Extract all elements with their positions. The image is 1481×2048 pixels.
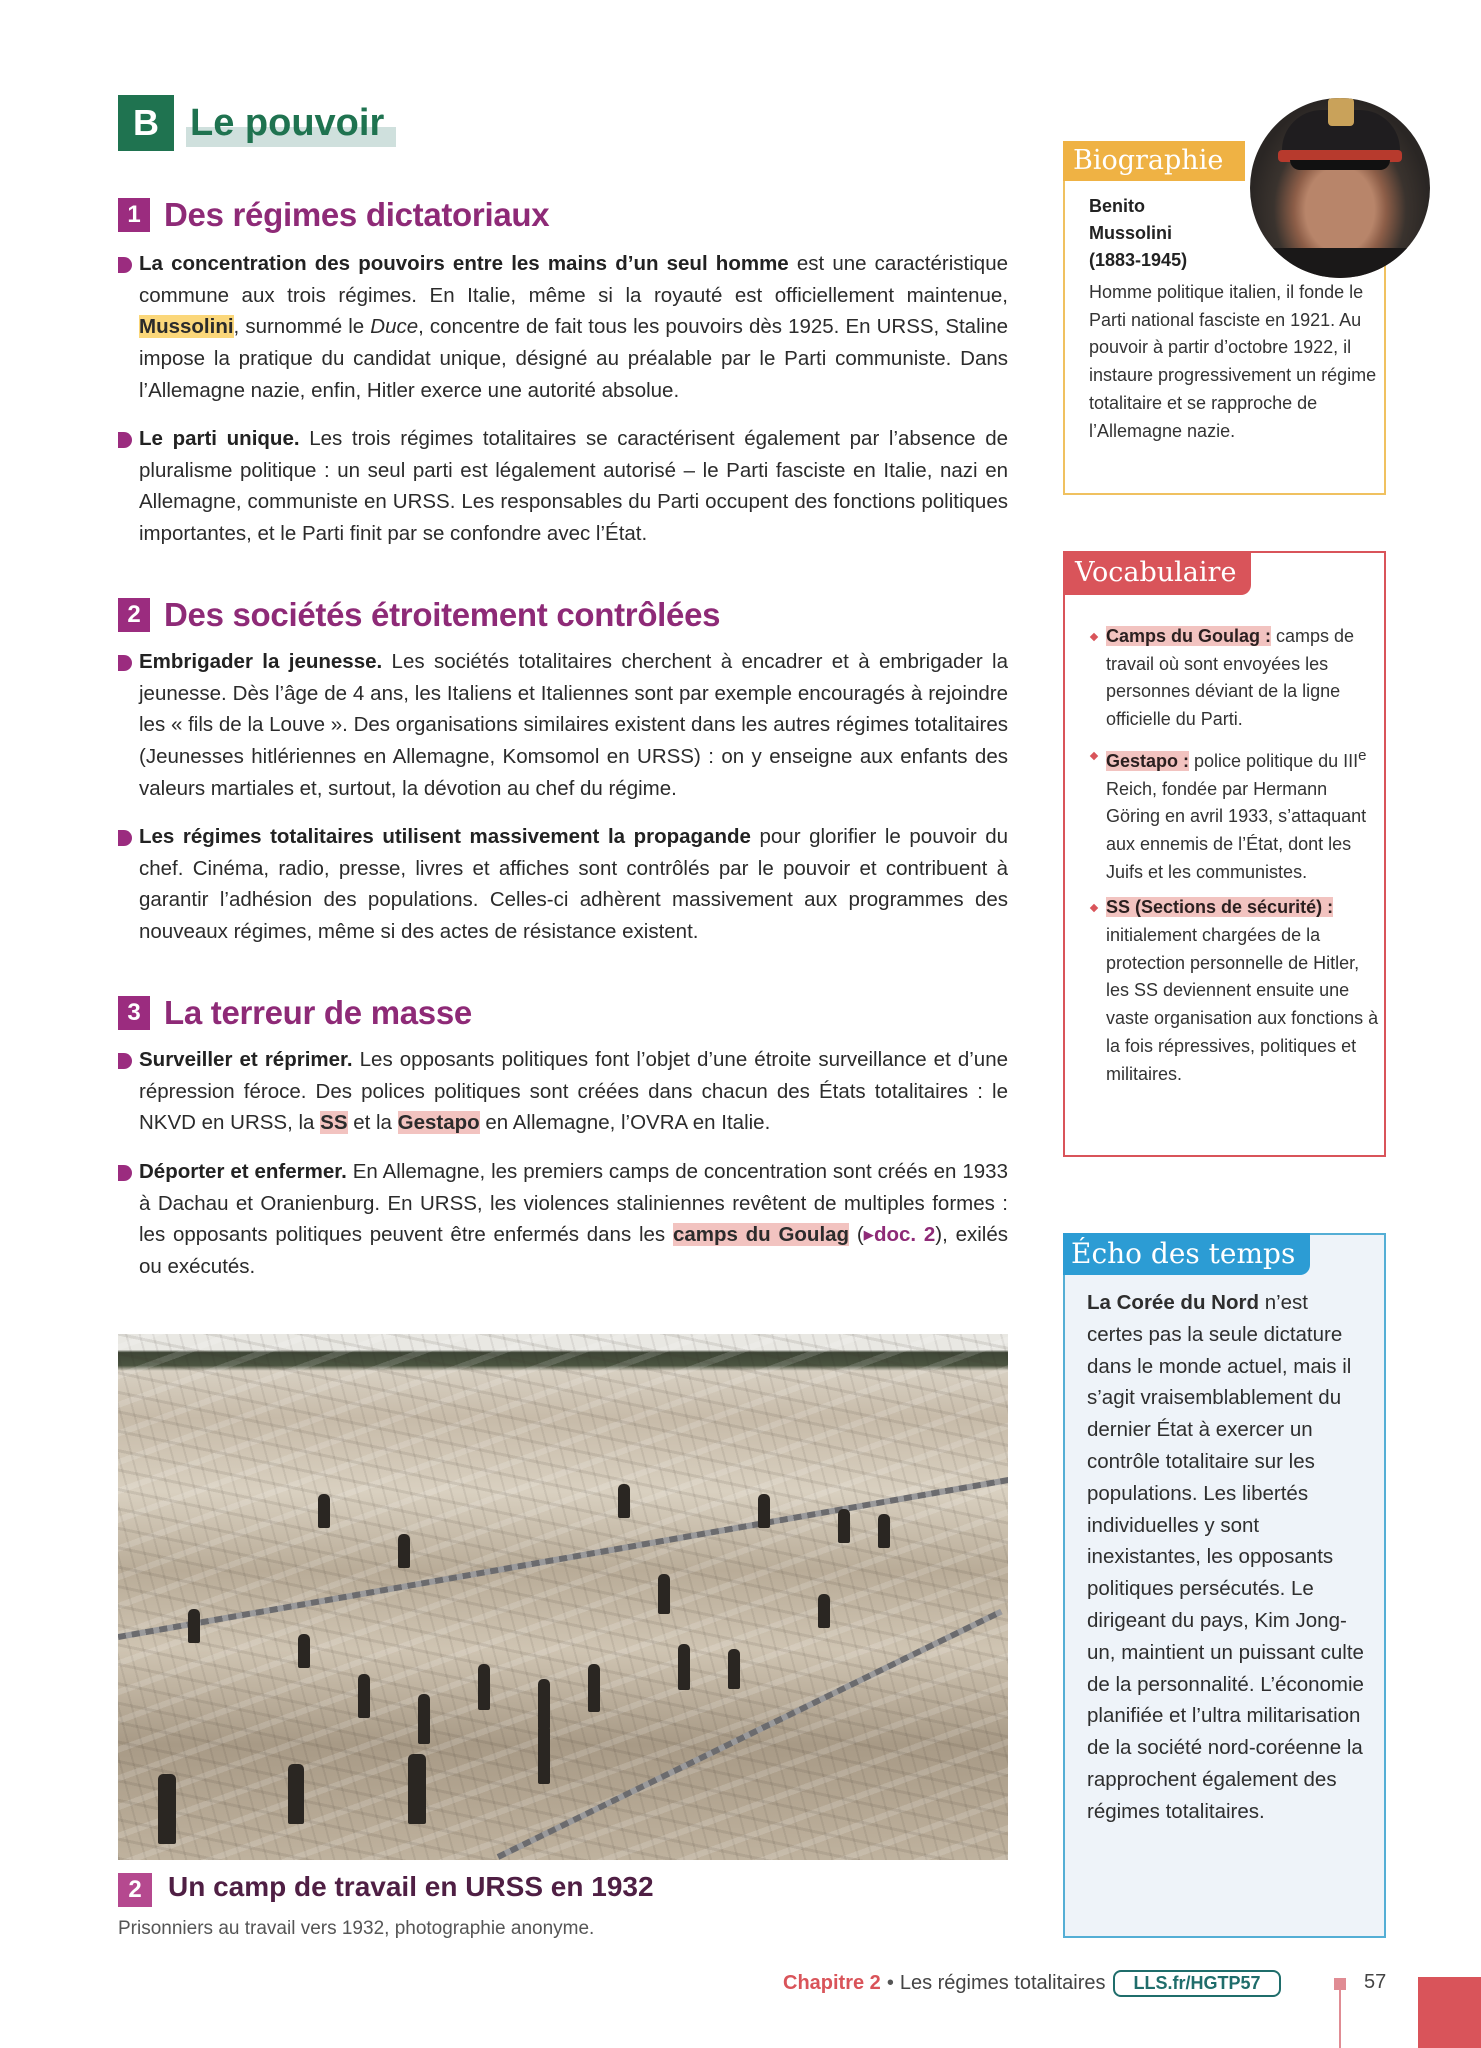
bullet-icon [118, 257, 132, 273]
vocabulary-item: Camps du Goulag : camps de travail où sont envoyées les personnes déviant de la ligne officielle du Parti. [1089, 623, 1379, 734]
document-title: Un camp de travail en URSS en 1932 [168, 1871, 654, 1902]
section-title: Le pouvoir [190, 102, 385, 144]
vocabulary-tab: Vocabulaire [1063, 551, 1251, 595]
paragraph-lead: Les régimes totalitaires utilisent massivement la propagande [139, 825, 751, 848]
highlight-camps-goulag[interactable]: camps du Goulag [672, 1223, 850, 1247]
section-header [118, 95, 384, 151]
diamond-bullet-icon [1090, 752, 1098, 760]
paragraph: Embrigader la jeunesse. Les sociétés totalitaires cherchent à encadrer et à embrigader la jeunesse. Dès l’âge de 4 ans, les Italiens et Italiennes sont par exemple encouragés à rejoindre les « fils de la Louve ». Des organisations similaires existent dans les autres régimes totalitaires (Jeunesses hitlériennes en Allemagne, Komsomol en URSS) : on y enseigne aux enfants des valeurs martiales et, surtout, la dévotion au chef du régime. [118, 646, 1008, 805]
triangle-right-icon: ▸ [863, 1223, 874, 1247]
diamond-bullet-icon [1090, 633, 1098, 641]
paragraph: La concentration des pouvoirs entre les mains d’un seul homme est une caractéristique commune aux trois régimes. En Italie, même si la royauté est officiellement maintenue, Mussolini, surnommé le Duce, concentre de fait tous les pouvoirs dès 1925. En URSS, Staline impose la pratique du candidat unique, désigné au préalable par le Parti communiste. Dans l’Allemagne nazie, enfin, Hitler exerce une autorité absolue. [118, 248, 1008, 407]
footer-chapter: Chapitre 2 [783, 1971, 881, 1994]
subsection-title: Des sociétés étroitement contrôlées [164, 596, 721, 633]
paragraph-lead: Le parti unique. [139, 427, 300, 450]
echo-box [1063, 1233, 1386, 1938]
page-marker-icon [1334, 1978, 1346, 1990]
echo-text: La Corée du Nord n’est certes pas la seule dictature dans le monde actuel, mais il s’agit vraisemblablement du dernier État à exercer un contrôle totalitaire sur les populations. Les libertés individuelles y sont inexistantes, les opposants politiques persécutés. Le dirigeant du pays, Kim Jong-un, maintient un puissant culte de la personnalité. L’économie planifiée et l’ultra militarisation de la société nord-coréenne la rapprochent également des régimes totalitaires. [1087, 1291, 1364, 1823]
subsection-number: 3 [118, 996, 150, 1030]
highlight-gestapo[interactable]: Gestapo [397, 1111, 480, 1135]
paragraph-lead: Déporter et enfermer. [139, 1160, 347, 1183]
subsection-heading-2 [118, 596, 720, 634]
bullet-icon [118, 1165, 132, 1181]
vocabulary-box [1063, 551, 1386, 1157]
vocabulary-item: SS (Sections de sécurité) : initialement chargées de la protection personnelle de Hitler, les SS deviennent ensuite une vaste organisation aux fonctions à la fois répressives, politiques et militaires. [1089, 894, 1379, 1088]
echo-tab: Écho des temps [1063, 1233, 1310, 1275]
paragraph: Le parti unique. Les trois régimes totalitaires se caractérisent également par l’absence de pluralisme politique : un seul parti est légalement autorisé – le Parti fasciste en Italie, nazi en Allemagne, communiste en URSS. Les responsables du Parti occupent des fonctions politiques importantes, et le Parti finit par se confondre avec l’État. [118, 423, 1008, 550]
vocabulary-term: Camps du Goulag : [1106, 626, 1272, 646]
highlight-mussolini[interactable]: Mussolini [139, 315, 234, 339]
subsection-number: 1 [118, 198, 150, 232]
paragraph: Les régimes totalitaires utilisent massivement la propagande pour glorifier le pouvoir du chef. Cinéma, radio, presse, livres et affiches sont contrôlés par le pouvoir et contribuent à garantir l’adhésion des populations. Celles-ci adhèrent massivement aux programmes des nouveaux régimes, même si des actes de résistance existent. [118, 821, 1008, 948]
paragraph-lead: Embrigader la jeunesse. [139, 650, 383, 673]
paragraph: Surveiller et réprimer. Les opposants politiques font l’objet d’une étroite surveillance et d’une répression féroce. Des polices politiques sont créées dans chacun des États totalitaires : le NKVD en URSS, la SS et la Gestapo en Allemagne, l’OVRA en Italie. [118, 1044, 1008, 1139]
subsection-title: La terreur de masse [164, 994, 472, 1031]
footer-link[interactable]: LLS.fr/HGTP57 [1113, 1970, 1280, 1997]
biography-text: Homme politique italien, il fonde le Parti national fasciste en 1921. Au pouvoir à partir d’octobre 1922, il instaure progressivement un régime totalitaire et se rapproche de l’Allemagne nazie. [1089, 282, 1377, 441]
paragraph-lead: Surveiller et réprimer. [139, 1048, 353, 1071]
diamond-bullet-icon [1090, 904, 1098, 912]
bullet-icon [118, 432, 132, 448]
document-number: 2 [118, 1873, 152, 1907]
vocabulary-term: SS (Sections de sécurité) : [1106, 897, 1334, 918]
doc-link[interactable]: ▸doc. 2 [863, 1223, 936, 1247]
vocabulary-list [1089, 623, 1379, 1096]
paragraph-lead: La concentration des pouvoirs entre les mains d’un seul homme [139, 252, 789, 275]
bullet-icon [118, 1053, 132, 1069]
vocabulary-item: Gestapo : police politique du IIIe Reich, fondée par Hermann Göring en avril 1933, s’attaquant aux ennemis de l’État, dont les Juifs et les communistes. [1089, 742, 1379, 887]
subsection-heading-3 [118, 994, 472, 1032]
page-edge-tab [1418, 1977, 1481, 2048]
footer [783, 1966, 1281, 2000]
footer-separator: • [886, 1971, 894, 1994]
vocabulary-term: Gestapo : [1106, 750, 1190, 771]
footer-chapter-title: Les régimes totalitaires [899, 1971, 1106, 1994]
photo-labor-camp [118, 1334, 1008, 1860]
bullet-icon [118, 830, 132, 846]
biography-name: Benito Mussolini (1883-1945) [1089, 196, 1188, 270]
biography-tab: Biographie [1063, 141, 1245, 181]
subsection-number: 2 [118, 598, 150, 632]
portrait-mussolini [1250, 98, 1430, 278]
section-letter: B [118, 95, 174, 151]
paragraph: Déporter et enfermer. En Allemagne, les premiers camps de concentration sont créés en 1933 à Dachau et Oranienburg. En URSS, les violences staliniennes revêtent de multiples formes : les opposants politiques peuvent être enfermés dans les camps du Goulag (▸doc. 2), exilés ou exécutés. [118, 1156, 1008, 1283]
subsection-title: Des régimes dictatoriaux [164, 196, 550, 233]
page-marker-line [1339, 1990, 1341, 2048]
subsection-heading-1 [118, 196, 549, 234]
page-number: 57 [1364, 1971, 1387, 1993]
bullet-icon [118, 655, 132, 671]
highlight-ss[interactable]: SS [320, 1111, 348, 1135]
document-caption: Prisonniers au travail vers 1932, photographie anonyme. [118, 1918, 595, 1939]
